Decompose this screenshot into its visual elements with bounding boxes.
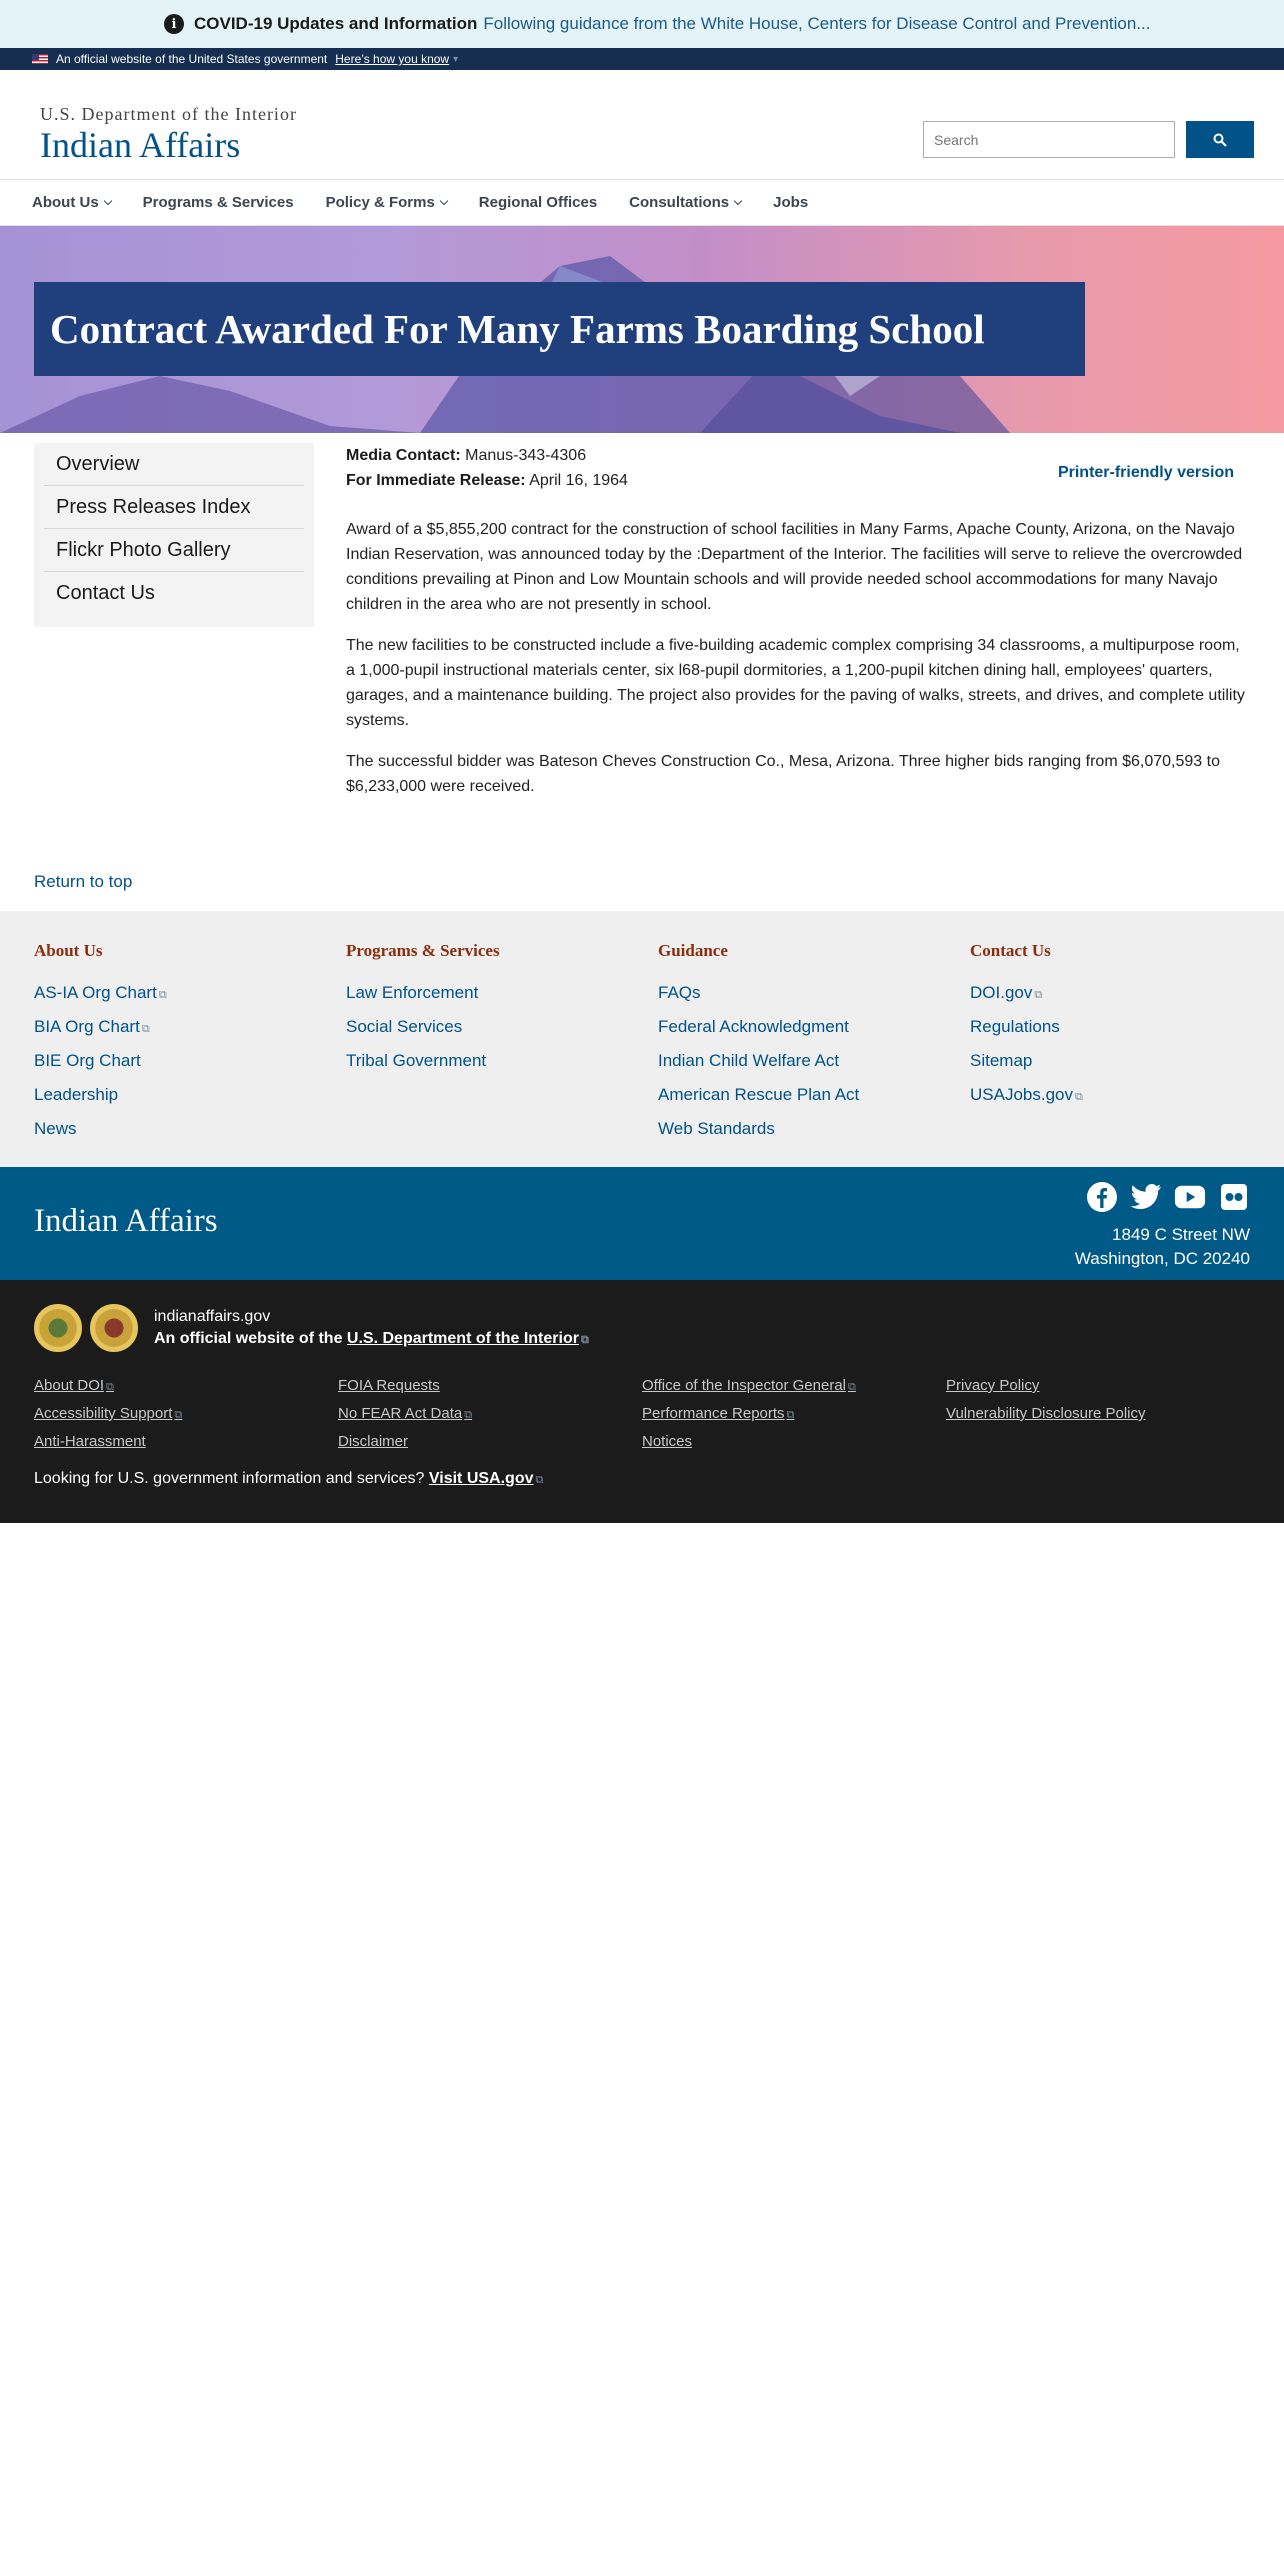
- footer-link[interactable]: AS-IA Org Chart ⧉: [34, 983, 167, 1002]
- identifier-link[interactable]: About DOI ⧉: [34, 1377, 114, 1394]
- external-link-icon: ⧉: [141, 1023, 150, 1035]
- identifier-links-column: [946, 1377, 1146, 1433]
- nav-regional-offices[interactable]: [479, 194, 597, 211]
- sidenav-item-overview[interactable]: Overview: [44, 443, 304, 486]
- footer-link[interactable]: Indian Child Welfare Act: [658, 1051, 840, 1070]
- footer-link[interactable]: BIE Org Chart: [34, 1051, 141, 1070]
- release-label: For Immediate Release:: [346, 472, 526, 489]
- external-link-icon: ⧉: [1034, 989, 1043, 1001]
- external-link-icon: ⧉: [786, 1409, 795, 1421]
- external-link-icon: ⧉: [848, 1381, 856, 1393]
- chevron-down-icon: [734, 197, 742, 205]
- doi-link[interactable]: U.S. Department of the Interior: [346, 1330, 579, 1347]
- external-link-icon: ⧉: [1075, 1091, 1083, 1103]
- identifier-links-column: [642, 1377, 856, 1461]
- media-contact-label: Media Contact:: [346, 447, 461, 464]
- footer-link[interactable]: News: [34, 1119, 77, 1138]
- printer-friendly-link[interactable]: Printer-friendly version: [1057, 464, 1234, 481]
- covid-banner: [0, 0, 1284, 48]
- site-title[interactable]: Indian Affairs: [40, 125, 241, 165]
- site-header: [0, 70, 1284, 180]
- sidenav-item-contact[interactable]: Contact Us: [56, 582, 155, 604]
- identifier-link[interactable]: Notices: [642, 1433, 693, 1450]
- doi-seal-icon: [34, 1304, 82, 1352]
- address-line: Washington, DC 20240: [1074, 1249, 1250, 1268]
- search-input[interactable]: [923, 121, 1175, 158]
- nav-label: Jobs: [773, 194, 809, 211]
- return-to-top-link[interactable]: Return to top: [34, 872, 133, 891]
- how-you-know-link[interactable]: Here’s how you know: [335, 52, 450, 66]
- bia-seal-icon: [90, 1304, 138, 1352]
- footer-column-programs: [346, 941, 500, 1085]
- footer-link[interactable]: USAJobs.gov ⧉: [970, 1085, 1083, 1104]
- sidenav-item-flickr[interactable]: Flickr Photo Gallery: [44, 529, 304, 572]
- chevron-down-icon: [103, 197, 111, 205]
- agency-seals: [34, 1304, 138, 1352]
- footer-link[interactable]: Federal Acknowledgment: [658, 1017, 849, 1036]
- footer-heading: Contact Us: [970, 941, 1051, 960]
- site-domain: indianaffairs.gov: [154, 1308, 271, 1325]
- footer-column-contact: [970, 941, 1083, 1119]
- release-value: April 16, 1964: [529, 472, 628, 489]
- footer-links: [0, 911, 1284, 1167]
- info-icon: i: [164, 14, 184, 34]
- gov-banner-text: An official website of the United States government: [56, 52, 328, 66]
- article-paragraph: The new facilities to be constructed include a five-building academic complex comprising 34 classrooms, a multipurpose room, a 1,000-pupil instructional materials center, six l68-pupil dormitories, a 1,200-pupil kitchen dining hall, employees' quarters, garages, and a maintenance building. The project also provides for the paving of walks, streets, and drives, and complete utility systems.: [346, 637, 1245, 729]
- footer-column-about: [34, 941, 167, 1153]
- youtube-icon[interactable]: [1174, 1181, 1206, 1213]
- footer-address: [1075, 1223, 1250, 1271]
- article-paragraph: Award of a $5,855,200 contract for the construction of school facilities in Many Farms, Apache County, Arizona, on the Navajo Indian Reservation, was announced today by the :Department of the Interior. The facilities will serve to relieve the overcrowded conditions prevailing at Pinon and Low Mountain schools and will provide needed school accommodations for many Navajo children in the area who are not presently in school.: [346, 521, 1243, 613]
- address-line: 1849 C Street NW: [1112, 1225, 1250, 1244]
- main-nav: [0, 180, 1284, 226]
- nav-label: Policy & Forms: [325, 194, 435, 211]
- article-paragraph: The successful bidder was Bateson Cheves Construction Co., Mesa, Arizona. Three higher bids ranging from $6,070,593 to $6,233,000 were received.: [346, 753, 1220, 795]
- footer-heading: About Us: [34, 941, 103, 960]
- search-button[interactable]: [1186, 121, 1254, 158]
- social-links: [1086, 1181, 1250, 1213]
- identifier-links-column: [338, 1377, 472, 1461]
- identifier-footer: [0, 1280, 1284, 1523]
- footer-link[interactable]: American Rescue Plan Act: [658, 1085, 860, 1104]
- nav-label: Regional Offices: [478, 194, 598, 211]
- identifier-link[interactable]: FOIA Requests: [338, 1377, 440, 1394]
- hero-banner: [0, 226, 1284, 433]
- footer-link[interactable]: Sitemap: [970, 1051, 1033, 1070]
- article-body: [346, 443, 1246, 799]
- covid-title: COVID-19 Updates and Information: [194, 14, 478, 33]
- footer-link[interactable]: Regulations: [970, 1017, 1060, 1036]
- identifier-link[interactable]: Anti-Harassment: [34, 1433, 146, 1450]
- footer-link[interactable]: FAQs: [658, 983, 701, 1002]
- media-contact-value: Manus-343-4306: [465, 447, 587, 464]
- external-link-icon: ⧉: [106, 1381, 114, 1393]
- footer-link[interactable]: DOI.gov ⧉: [970, 983, 1043, 1002]
- department-name: U.S. Department of the Interior: [40, 104, 297, 124]
- nav-label: About Us: [32, 194, 99, 211]
- footer-heading: Guidance: [658, 941, 728, 960]
- nav-label: Consultations: [629, 194, 730, 211]
- covid-link[interactable]: Following guidance from the White House, Centers for Disease Control and Prevention...: [483, 14, 1151, 33]
- footer-identity-band: [0, 1167, 1284, 1280]
- external-link-icon: ⧉: [580, 1334, 589, 1346]
- identifier-link[interactable]: Disclaimer: [338, 1433, 409, 1450]
- search-icon: [1213, 133, 1227, 147]
- official-prefix: An official website of the: [154, 1330, 343, 1347]
- sidenav-item-press-releases[interactable]: Press Releases Index: [44, 486, 304, 529]
- footer-heading: Programs & Services: [346, 941, 500, 960]
- gov-banner: [0, 48, 1284, 70]
- official-website-text: [154, 1330, 589, 1348]
- external-link-icon: ⧉: [464, 1409, 473, 1421]
- us-flag-icon: [32, 54, 48, 64]
- side-nav: [34, 443, 314, 627]
- identifier-link[interactable]: Accessibility Support ⧉: [34, 1405, 183, 1422]
- external-link-icon: ⧉: [158, 989, 167, 1001]
- identifier-link[interactable]: Performance Reports ⧉: [642, 1405, 795, 1422]
- usagov-line: [34, 1470, 543, 1488]
- chevron-down-icon: [440, 197, 448, 205]
- identifier-link[interactable]: Office of the Inspector General ⧉: [642, 1377, 856, 1394]
- nav-jobs[interactable]: [773, 194, 808, 211]
- footer-link[interactable]: Leadership: [34, 1085, 119, 1104]
- footer-link[interactable]: BIA Org Chart ⧉: [34, 1017, 150, 1036]
- external-link-icon: ⧉: [174, 1409, 183, 1421]
- footer-link[interactable]: Web Standards: [658, 1119, 775, 1138]
- page-title: Contract Awarded For Many Farms Boarding School: [34, 282, 1085, 376]
- chevron-down-icon[interactable]: ▾: [453, 53, 459, 65]
- footer-link[interactable]: Social Services: [346, 1017, 463, 1036]
- footer-link[interactable]: Tribal Government: [346, 1051, 487, 1070]
- nav-consultations[interactable]: [629, 194, 741, 211]
- nav-policy-forms[interactable]: [326, 194, 447, 211]
- nav-programs-services[interactable]: [143, 194, 294, 211]
- usagov-prefix: Looking for U.S. government information and services?: [34, 1470, 425, 1487]
- identifier-link[interactable]: No FEAR Act Data ⧉: [338, 1405, 473, 1422]
- identifier-links-column: [34, 1377, 182, 1461]
- nav-about-us[interactable]: [32, 194, 111, 211]
- external-link-icon: ⧉: [535, 1474, 544, 1486]
- facebook-icon[interactable]: [1086, 1181, 1118, 1213]
- identifier-link[interactable]: Vulnerability Disclosure Policy: [946, 1405, 1146, 1422]
- nav-label: Programs & Services: [142, 194, 294, 211]
- usagov-link[interactable]: Visit USA.gov: [428, 1470, 534, 1487]
- flickr-icon[interactable]: [1218, 1181, 1250, 1213]
- footer-site-title: Indian Affairs: [34, 1203, 218, 1239]
- footer-link[interactable]: Law Enforcement: [346, 983, 479, 1002]
- identifier-link[interactable]: Privacy Policy: [946, 1377, 1040, 1394]
- twitter-icon[interactable]: [1130, 1181, 1162, 1213]
- footer-column-guidance: [658, 941, 859, 1153]
